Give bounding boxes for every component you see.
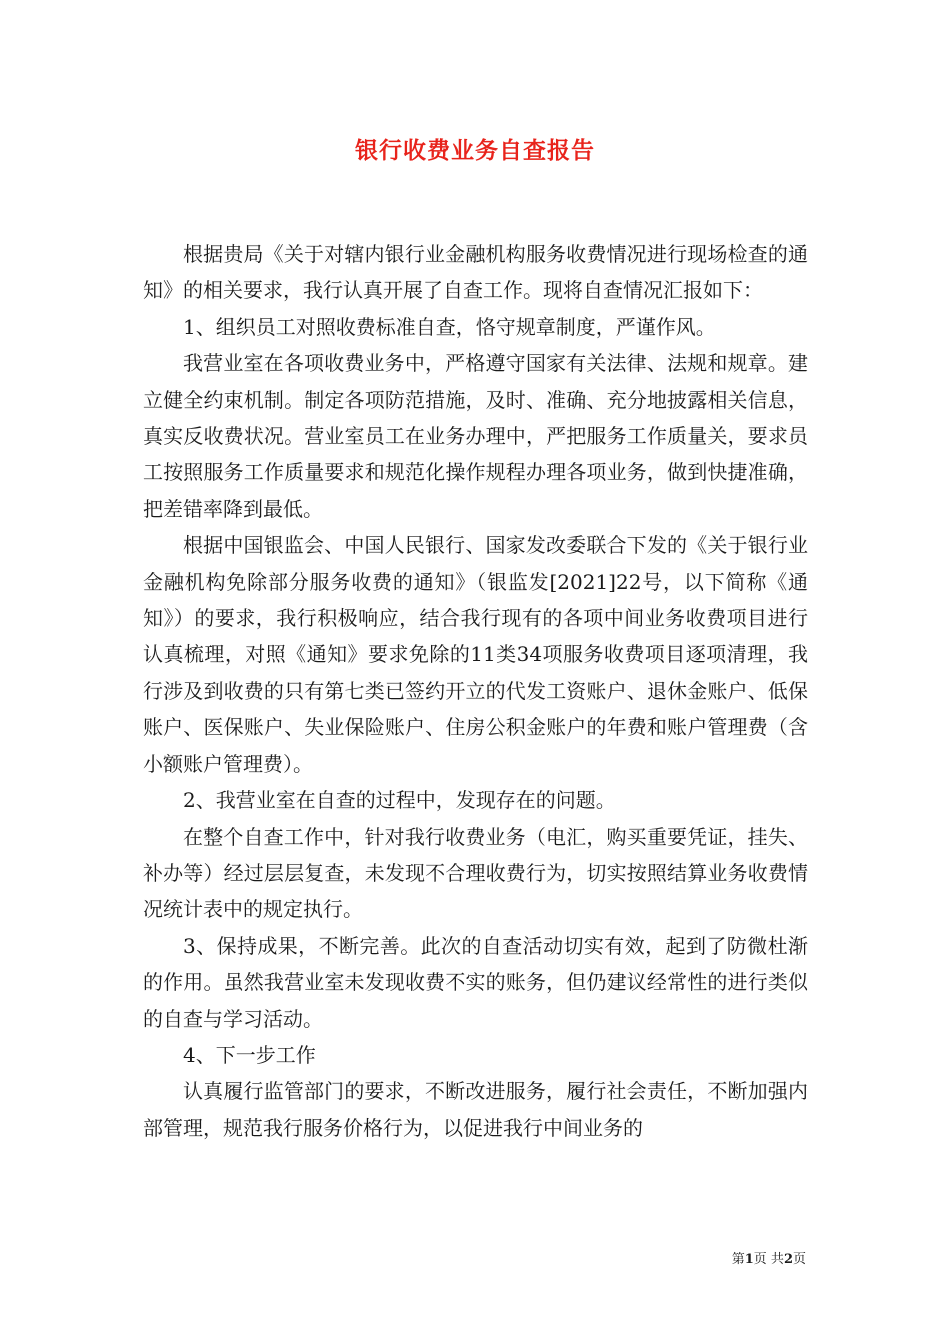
paragraph-section-3: 3、保持成果，不断完善。此次的自查活动切实有效，起到了防微杜渐的作用。虽然我营业室未发现收费不实的账务，但仍建议经常性的进行类似的自查与学习活动。 xyxy=(143,933,808,1031)
paragraph-intro: 根据贵局《关于对辖内银行业金融机构服务收费情况进行现场检查的通知》的相关要求，我行认真开展了自查工作。现将自查情况汇报如下： xyxy=(143,242,808,303)
paragraph-section-2-body: 在整个自查工作中，针对我行收费业务（电汇，购买重要凭证，挂失、补办等）经过层层复查，未发现不合理收费行为，切实按照结算业务收费情况统计表中的规定执行。 xyxy=(143,824,808,922)
paragraph-section-4-body: 认真履行监管部门的要求，不断改进服务，履行社会责任，不断加强内部管理，规范我行服务价格行为，以促进我行中间业务的 xyxy=(143,1079,808,1140)
paragraph-section-2-heading: 2、我营业室在自查的过程中，发现存在的问题。 xyxy=(183,788,616,813)
paragraph-section-1-body: 我营业室在各项收费业务中，严格遵守国家有关法律、法规和规章。建立健全约束机制。制定各项防范措施，及时、准确、充分地披露相关信息，真实反收费状况。营业室员工在业务办理中，严把服务工作质量关，要求员工按照服务工作质量要求和规范化操作规程办理各项业务，做到快捷准确，把差错率降到最低。 xyxy=(143,351,808,521)
footer-middle: 页 共 xyxy=(753,1252,784,1267)
footer-current-page: 1 xyxy=(744,1252,754,1267)
footer-total-pages: 2 xyxy=(783,1252,793,1267)
footer-prefix: 第 xyxy=(731,1252,745,1267)
page-number-footer xyxy=(732,1248,806,1267)
paragraph-section-1-heading: 1、组织员工对照收费标准自查，恪守规章制度，严谨作风。 xyxy=(183,314,716,339)
paragraph-notice-compliance: 根据中国银监会、中国人民银行、国家发改委联合下发的《关于银行业金融机构免除部分服务收费的通知》（银监发[2021]22号，以下简称《通知》）的要求，我行积极响应，结合我行现有的各项中间业务收费项目进行认真梳理，对照《通知》要求免除的11类34项服务收费项目逐项清理，我行涉及到收费的只有第七类已签约开立的代发工资账户、退休金账户、低保账户、医保账户、失业保险账户、住房公积金账户的年费和账户管理费（含小额账户管理费）。 xyxy=(143,533,808,776)
document-body xyxy=(143,236,808,1146)
footer-suffix: 页 xyxy=(792,1252,806,1267)
document-title: 银行收费业务自查报告 xyxy=(355,137,595,164)
paragraph-section-4-heading: 4、下一步工作 xyxy=(183,1042,316,1067)
